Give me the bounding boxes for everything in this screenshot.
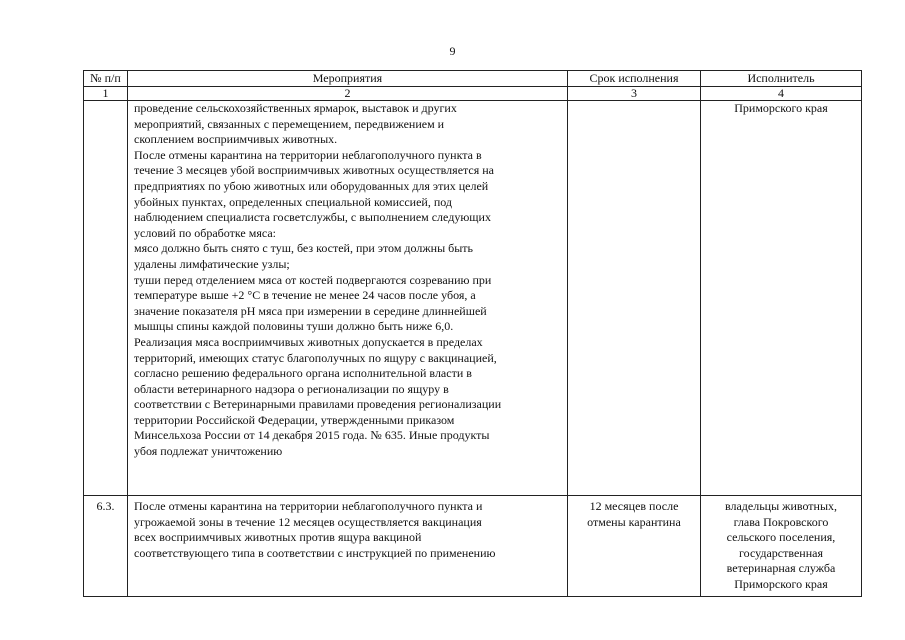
row-number xyxy=(84,101,128,496)
column-number-1: 1 xyxy=(84,87,128,101)
activity-line: предприятиях по убою животных или оборудованных для этих целей xyxy=(134,178,489,193)
activity-line: согласно решению федерального органа исполнительной власти в xyxy=(134,366,472,381)
activity-line: значение показателя рН мяса при измерении в середине длиннейшей xyxy=(134,303,487,318)
activity-line: убоя подлежат уничтожению xyxy=(134,444,283,459)
column-number-3: 3 xyxy=(568,87,701,101)
term-cell xyxy=(568,496,701,597)
activity-line: области ветеринарного надзора о регионализации по ящуру в xyxy=(134,381,449,396)
term-cell xyxy=(568,101,701,496)
header-number: № п/п xyxy=(84,71,128,87)
table-row-continued xyxy=(84,101,862,496)
term-line: 12 месяцев после xyxy=(589,499,679,513)
activity-line: туши перед отделением мяса от костей подвергаются созреванию при xyxy=(134,272,492,287)
executor-cell xyxy=(701,496,862,597)
activity-line: температуре выше +2 °С в течение не менее 24 часов после убоя, а xyxy=(134,288,476,303)
activity-line: После отмены карантина на территории неблагополучного пункта и xyxy=(134,499,483,513)
activity-line: После отмены карантина на территории неблагополучного пункта в xyxy=(134,147,482,162)
executor-line: ветеринарная служба xyxy=(726,561,836,576)
executor-line: владельцы животных, xyxy=(724,499,838,513)
activity-line: Минсельхоза России от 14 декабря 2015 года. № 635. Иные продукты xyxy=(134,428,490,443)
page-number: 9 xyxy=(449,44,456,58)
table-row-6-3 xyxy=(84,496,862,597)
column-number-4: 4 xyxy=(701,87,862,101)
activity-cell xyxy=(128,496,568,597)
term-line: отмены карантина xyxy=(587,514,681,529)
activity-line: всех восприимчивых животных против ящура вакциной xyxy=(134,530,422,545)
header-executor: Исполнитель xyxy=(701,71,862,87)
executor-line: Приморского края xyxy=(734,576,828,591)
activity-line: угрожаемой зоны в течение 12 месяцев осуществляется вакцинация xyxy=(134,514,482,529)
activity-line: удалены лимфатические узлы; xyxy=(134,256,290,271)
measures-table xyxy=(83,70,862,597)
activity-line: соответствующего типа в соответствии с инструкцией по применению xyxy=(134,545,496,560)
executor-cell xyxy=(701,101,862,496)
activity-line: убойных пунктах, определенных специальной комиссией, под xyxy=(134,194,452,209)
executor-line: сельского поселения, xyxy=(726,530,836,545)
executor-line: глава Покровского xyxy=(733,514,829,529)
activity-line: течение 3 месяцев убой восприимчивых животных осуществляется на xyxy=(134,163,494,178)
activity-line: мясо должно быть снято с туш, без костей, при этом должны быть xyxy=(134,241,474,256)
column-number-2: 2 xyxy=(128,87,568,101)
activity-line: мышцы спины каждой половины туши должно быть ниже 6,0. xyxy=(134,319,454,334)
header-term: Срок исполнения xyxy=(568,71,701,87)
header-activities: Мероприятия xyxy=(128,71,568,87)
activity-line: территорий, имеющих статус благополучных по ящуру с вакцинацией, xyxy=(134,350,497,365)
activity-cell xyxy=(128,101,568,496)
column-numbers-row xyxy=(84,87,862,101)
table-header-row xyxy=(84,71,862,87)
activity-line: условий по обработке мяса: xyxy=(134,225,276,240)
activity-line: проведение сельскохозяйственных ярмарок, выставок и других xyxy=(134,101,457,115)
executor-line: государственная xyxy=(739,545,823,560)
row-number: 6.3. xyxy=(84,496,128,597)
activity-line: соответствии с Ветеринарными правилами проведения регионализации xyxy=(134,397,502,412)
activity-line: мероприятий, связанных с перемещением, передвижением и xyxy=(134,116,445,131)
activity-line: скоплением восприимчивых животных. xyxy=(134,132,338,147)
activity-line: Реализация мяса восприимчивых животных допускается в пределах xyxy=(134,334,483,349)
activity-line: наблюдением специалиста госветслужбы, с выполнением следующих xyxy=(134,210,491,225)
executor-line: Приморского края xyxy=(734,101,828,115)
activity-line: территории Российской Федерации, утвержденными приказом xyxy=(134,412,455,427)
